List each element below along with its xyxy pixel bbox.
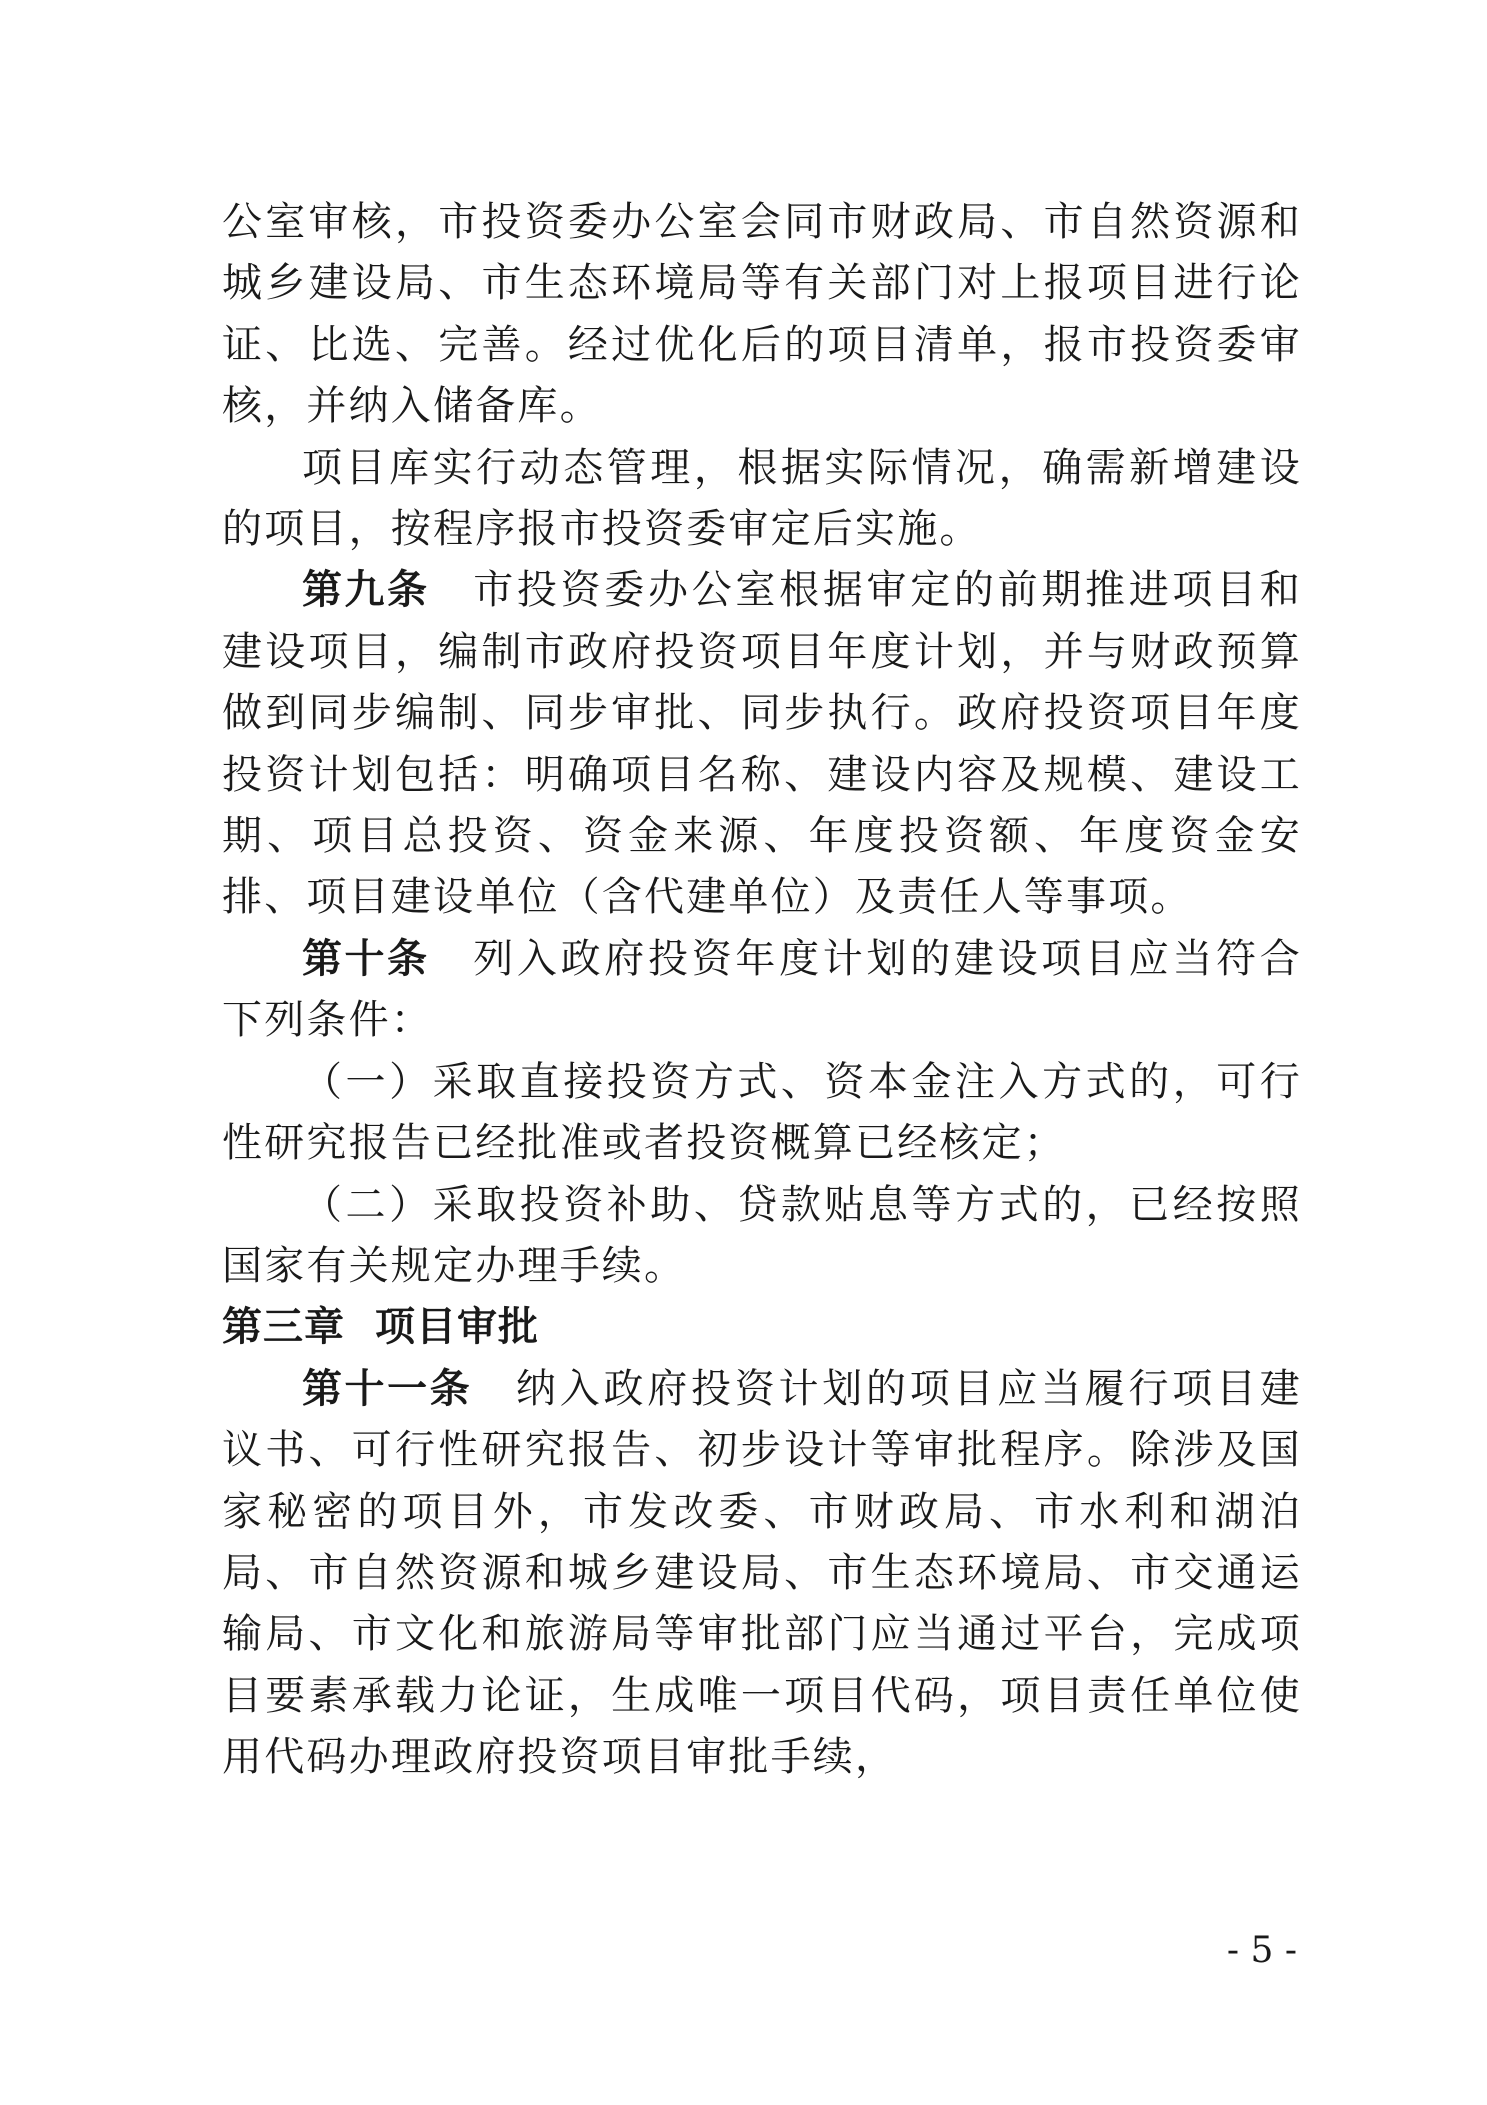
paragraph-1-text: 公室审核，市投资委办公室会同市财政局、市自然资源和城乡建设局、市生态环境局等有关部门对上报项目进行论证、比选、完善。经过优化后的项目清单，报市投资委审核，并纳入储备库。 — [222, 199, 1302, 430]
chapter-title: 项目审批 — [375, 1304, 539, 1351]
article-10 — [222, 929, 1302, 1052]
article-11-label: 第十一条 — [302, 1365, 473, 1412]
condition-2-text: （二）采取投资补助、贷款贴息等方式的，已经按照国家有关规定办理手续。 — [222, 1181, 1302, 1289]
paragraph-2-text: 项目库实行动态管理，根据实际情况，确需新增建设的项目，按程序报市投资委审定后实施。 — [222, 444, 1302, 553]
condition-1-text: （一）采取直接投资方式、资本金注入方式的，可行性研究报告已经批准或者投资概算已经核定； — [222, 1058, 1302, 1167]
chapter-number: 第三章 — [222, 1304, 345, 1351]
chapter-heading — [222, 1297, 1302, 1358]
article-9 — [222, 560, 1302, 928]
paragraph-1 — [222, 192, 1302, 438]
paragraph-2 — [222, 438, 1302, 561]
page-number: - 5 - — [1226, 1930, 1297, 1971]
article-10-label: 第十条 — [302, 935, 430, 982]
article-9-label: 第九条 — [302, 567, 430, 614]
article-11-text: 纳入政府投资计划的项目应当履行项目建议书、可行性研究报告、初步设计等审批程序。除涉及国家秘密的项目外，市发改委、市财政局、市水利和湖泊局、市自然资源和城乡建设局、市生态环境局、市交通运输局、市文化和旅游局等审批部门应当通过平台，完成项目要素承载力论证，生成唯一项目代码，项目责任单位使用代码办理政府投资项目审批手续， — [222, 1365, 1303, 1781]
condition-1 — [222, 1052, 1302, 1175]
condition-2 — [222, 1175, 1302, 1298]
document-body — [222, 192, 1302, 1789]
article-11 — [222, 1359, 1302, 1789]
article-9-text: 市投资委办公室根据审定的前期推进项目和建设项目，编制市政府投资项目年度计划，并与财政预算做到同步编制、同步审批、同步执行。政府投资项目年度投资计划包括：明确项目名称、建设内容及规模、建设工期、项目总投资、资金来源、年度投资额、年度资金安排、项目建设单位（含代建单位）及责任人等事项。 — [222, 567, 1302, 921]
article-10-text: 列入政府投资年度计划的建设项目应当符合下列条件： — [222, 935, 1302, 1044]
